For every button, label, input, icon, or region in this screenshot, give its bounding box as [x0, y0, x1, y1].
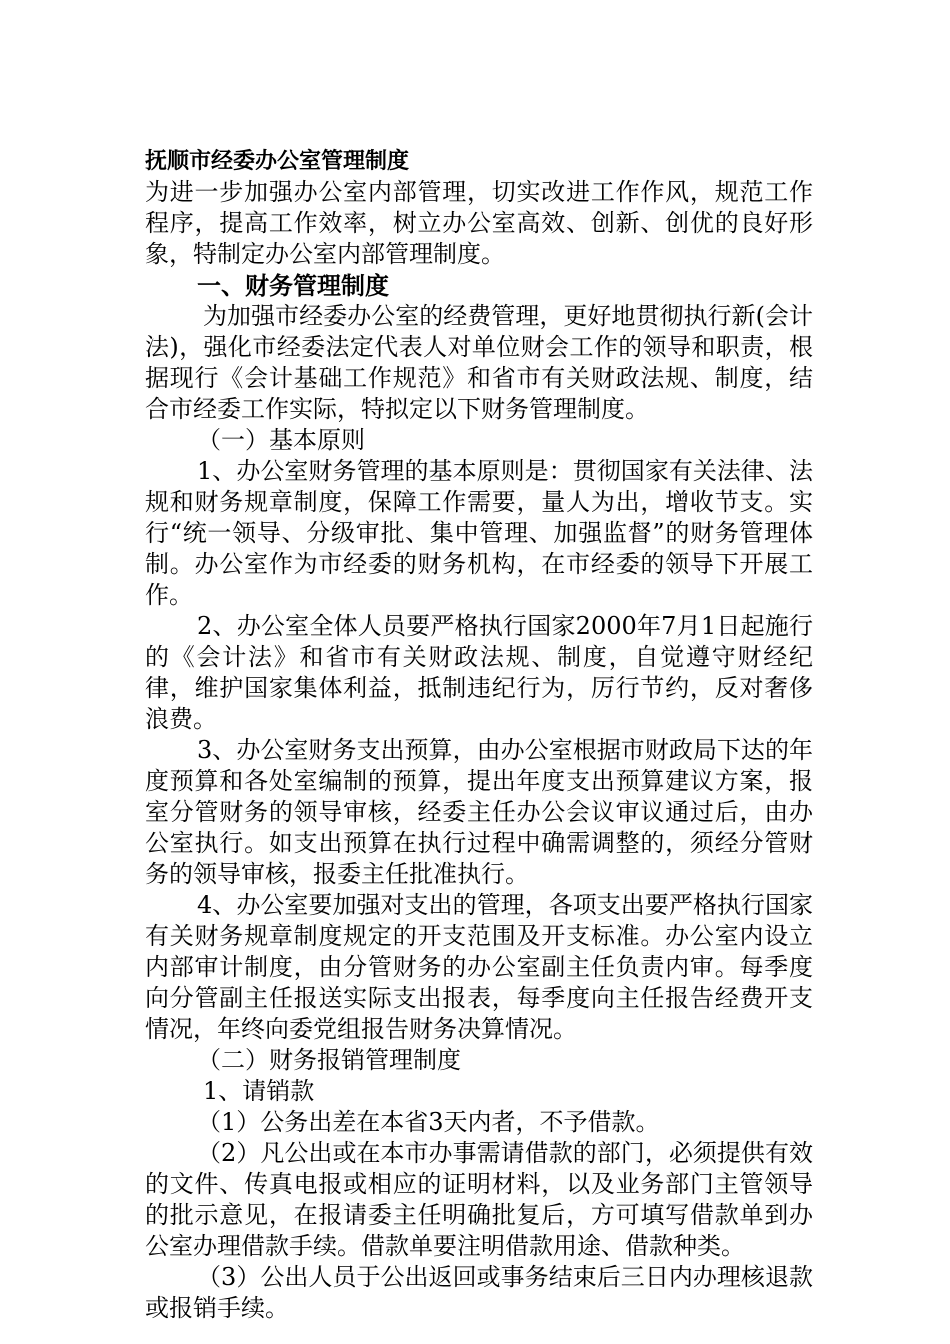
item-heading-loan: 1、请销款	[203, 1077, 315, 1105]
section-heading-finance: 一、财务管理制度	[197, 271, 389, 300]
subsection-heading-basic-principles: （一）基本原则	[197, 426, 365, 454]
subsection-heading-reimbursement: （二）财务报销管理制度	[197, 1046, 461, 1074]
paragraph-principle-4: 4、办公室要加强对支出的管理，各项支出要严格执行国家有关财务规章制度规定的开支范围及开支标准。办公室内设立内部审计制度，由分管财务的办公室副主任负责内审。每季度向分管副主任报送实际支出报表，每季度向主任报告经费开支情况，年终向委党组报告财务决算情况。	[145, 891, 813, 1043]
item-loan-2: （2）凡公出或在本市办事需请借款的部门，必须提供有效的文件、传真电报或相应的证明材料，以及业务部门主管领导的批示意见，在报请委主任明确批复后，方可填写借款单到办公室办理借款手续。借款单要注明借款用途、借款种类。	[145, 1139, 813, 1260]
paragraph-principle-1: 1、办公室财务管理的基本原则是：贯彻国家有关法律、法规和财务规章制度，保障工作需要，量人为出，增收节支。实行“统一领导、分级审批、集中管理、加强监督”的财务管理体制。办公室作为市经委的财务机构，在市经委的领导下开展工作。	[145, 457, 813, 609]
item-loan-3: （3）公出人员于公出返回或事务结束后三日内办理核退款或报销手续。	[145, 1263, 813, 1322]
paragraph-principle-3: 3、办公室财务支出预算，由办公室根据市财政局下达的年度预算和各处室编制的预算，提出年度支出预算建议方案，报室分管财务的领导审核，经委主任办公会议审议通过后，由办公室执行。如支出预算在执行过程中确需调整的，须经分管财务的领导审核，报委主任批准执行。	[145, 736, 813, 888]
paragraph-principle-2: 2、办公室全体人员要严格执行国家2000年7月1日起施行的《会计法》和省市有关财政法规、制度，自觉遵守财经纪律，维护国家集体利益，抵制违纪行为，厉行节约，反对奢侈浪费。	[145, 612, 813, 733]
document-title: 抚顺市经委办公室管理制度	[145, 148, 410, 174]
item-loan-1: （1）公务出差在本省3天内者，不予借款。	[197, 1108, 660, 1136]
document-body	[145, 146, 813, 1324]
section-intro-paragraph: 为加强市经委办公室的经费管理，更好地贯彻执行新(会计法)，强化市经委法定代表人对单位财会工作的领导和职责，根据现行《会计基础工作规范》和省市有关财政法规、制度，结合市经委工作实际，特拟定以下财务管理制度。	[145, 302, 813, 423]
intro-paragraph: 为进一步加强办公室内部管理，切实改进工作作风，规范工作程序，提高工作效率，树立办公室高效、创新、创优的良好形象，特制定办公室内部管理制度。	[145, 178, 813, 268]
